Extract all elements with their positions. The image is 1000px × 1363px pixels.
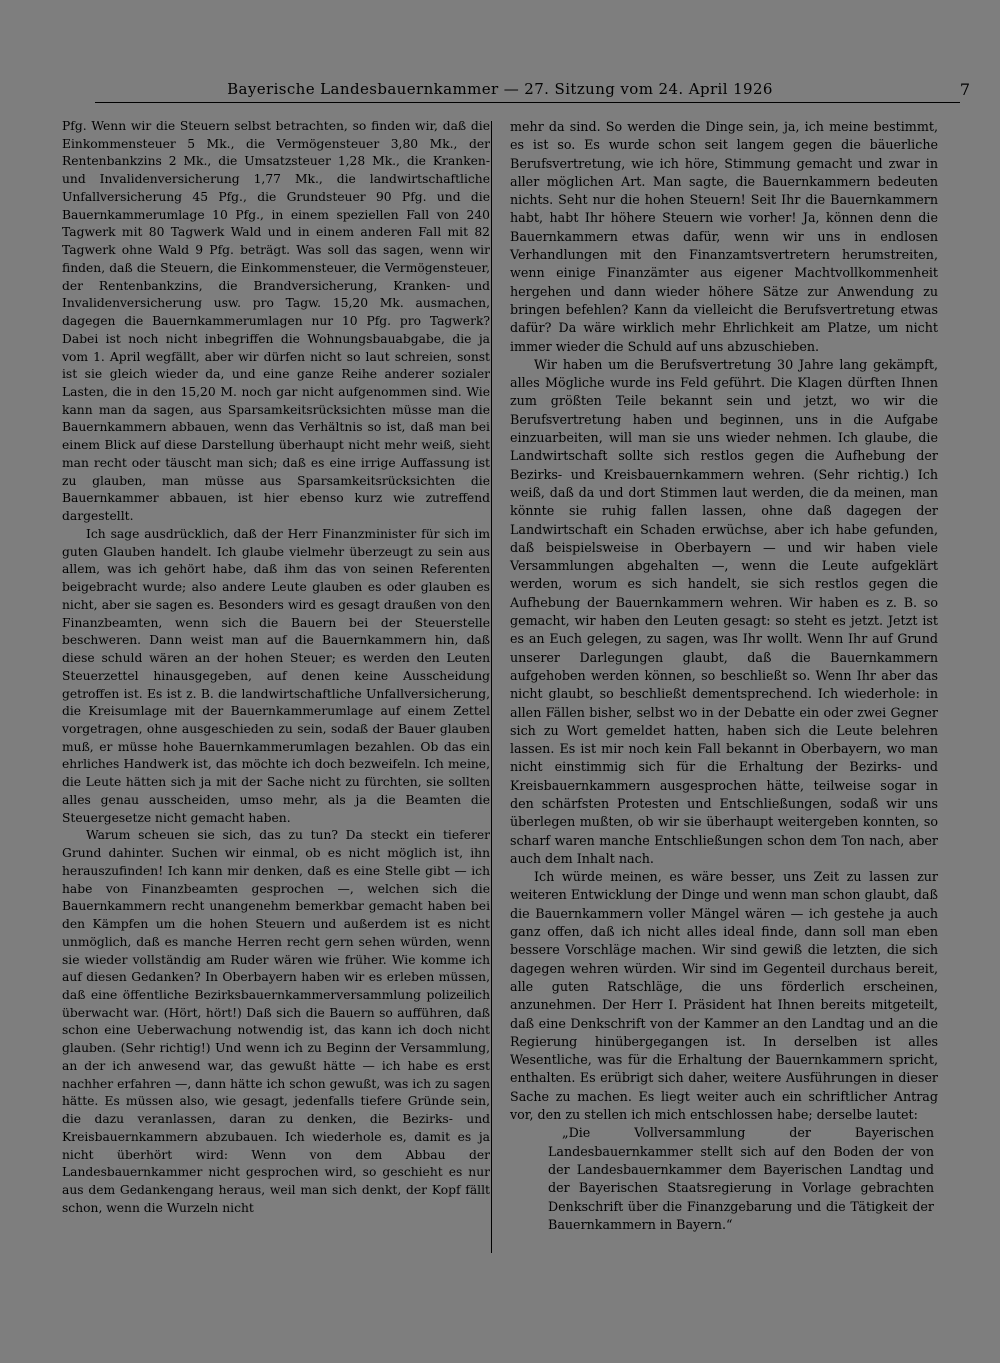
paragraph: Warum scheuen sie sich, das zu tun? Da steckt ein tieferer Grund dahinter. Suchen wir einmal, ob es nicht möglich ist, ihn herauszufinden! Ich kann mir denken, daß es eine Stelle gibt — ich habe von Finanzbeamten gesprochen —, welchen sich die Bauernkammern recht unangenehm bemerkbar gemacht haben bei den Kämpfen um die hohen Steuern und außerdem ist es nicht unmöglich, daß es manche Herren recht gern sehen würden, wenn sie wieder vollständig am Ruder wären wie früher. Wie komme ich auf diesen Gedanken? In Oberbayern haben wir es erleben müssen, daß eine öffentliche Bezirksbauernkammerversammlung polizeilich überwacht war. (Hört, hört!) Daß sich die Bauern so aufführen, daß schon eine Ueberwachung notwendig ist, das kann ich doch nicht glauben. (Sehr richtig!) Und wenn ich zu Beginn der Versammlung, an der ich anwesend war, das gewußt hätte — ich habe es erst nachher erfahren —, dann hätte ich schon gewußt, was ich zu sagen hätte. Es müssen also, wie gesagt, jedenfalls tiefere Gründe sein, die dazu veranlassen, daran zu denken, die Bezirks- und Kreisbauernkammern abzubauen. Ich wiederhole es, damit es ja nicht überhört wird: Wenn von dem Abbau der Landesbauernkammer nicht gesprochen wird, so geschieht es nur aus dem Gedankengang heraus, weil man sich denkt, der Kopf fällt schon, wenn die Wurzeln nicht: [62, 828, 490, 1215]
column-divider: [491, 121, 492, 1253]
running-header-title: Bayerische Landesbauernkammer — 27. Sitzung vom 24. April 1926: [227, 80, 773, 98]
page-number: 7: [959, 80, 970, 99]
paragraph: Ich würde meinen, es wäre besser, uns Zeit zu lassen zur weiteren Entwicklung der Dinge und wenn man schon glaubt, daß die Bauernkammern voller Mängel wären — ich gestehe ja auch ganz offen, daß ich nicht alles ideal finde, dann soll man eben bessere Vorschläge machen. Wir sind gewiß die letzten, die sich dagegen wehren würden. Wir sind im Gegenteil durchaus bereit, alle guten Ratschläge, die uns förderlich erscheinen, anzunehmen. Der Herr I. Präsident hat Ihnen bereits mitgeteilt, daß eine Denkschrift von der Kammer an den Landtag und an die Regierung hinübergegangen ist. In derselben ist alles Wesentliche, was für die Erhaltung der Bauernkammern spricht, enthalten. Es erübrigt sich daher, weitere Ausführungen in dieser Sache zu machen. Es liegt weiter auch ein schriftlicher Antrag vor, den zu stellen ich mich entschlossen habe; derselbe lautet:: [510, 869, 938, 1123]
paragraph: Pfg. Wenn wir die Steuern selbst betrachten, so finden wir, daß die Einkommensteuer 5 Mk., die Vermögensteuer 3,80 Mk., der Rentenbankzins 2 Mk., die Umsatzsteuer 1,28 Mk., die Kranken- und Invalidenversicherung 1,77 Mk., die landwirtschaftliche Unfallversicherung 45 Pfg., die Grundsteuer 90 Pfg. und die Bauernkammerumlage 10 Pfg., in einem speziellen Fall von 240 Tagwerk mit 80 Tagwerk Wald und in einem anderen Fall mit 82 Tagwerk ohne Wald 9 Pfg. beträgt. Was soll das sagen, wenn wir finden, daß die Steuern, die Einkommensteuer, die Vermögensteuer, der Rentenbankzins, die Brandversicherung, Kranken- und Invalidenversicherung usw. pro Tagw. 15,20 Mk. ausmachen, dagegen die Bauernkammerumlagen nur 10 Pfg. pro Tagwerk? Dabei ist noch nicht inbegriffen die Wohnungsbauabgabe, die ja vom 1. April wegfällt, aber wir dürfen nicht so laut schreien, sonst ist sie gleich wieder da, und eine ganze Reihe anderer sozialer Lasten, die in den 15,20 M. noch gar nicht aufgenommen sind. Wie kann man da sagen, aus Sparsamkeitsrücksichten müsse man die Bauernkammern abbauen, wenn das Verhältnis so ist, daß man bei einem Blick auf diese Darstellung überhaupt nicht mehr weiß, sieht man recht oder täuscht man sich; daß es eine irrige Auffassung ist zu glauben, man müsse aus Sparsamkeitsrücksichten die Bauernkammer abbauen, ist hier ebenso kurz wie zutreffend dargestellt.: [62, 119, 490, 524]
motion-quote: „Die Vollversammlung der Bayerischen Landesbauernkammer stellt sich auf den Boden der von der Landesbauernkammer dem Bayerischen Landtag und der Bayerischen Staatsregierung in Vorlage gebrachten Denkschrift über die Finanzgebarung und die Tätigkeit der Bauernkammern in Bayern.“: [548, 1125, 934, 1232]
paragraph: Ich sage ausdrücklich, daß der Herr Finanzminister für sich im guten Glauben handelt. Ich glaube vielmehr überzeugt zu sein aus allem, was ich gehört habe, daß ihm das von seinen Referenten beigebracht wurde; also andere Leute glauben es oder glauben es nicht, aber sie sagen es. Besonders wird es gesagt draußen von den Finanzbeamten, wenn sich die Bauern bei der Steuerstelle beschweren. Dann weist man auf die Bauernkammern hin, daß diese schuld wären an der hohen Steuer; es werden den Leuten Steuerzettel hinausgegeben, auf denen keine Ausscheidung getroffen ist. Es ist z. B. die landwirtschaftliche Unfallversicherung, die Kreisumlage mit der Bauernkammerumlage auf einem Zettel vorgetragen, ohne ausgeschieden zu sein, sodaß der Bauer glauben muß, er müsse hohe Bauernkammerumlagen bezahlen. Ob das ein ehrliches Handwerk ist, das möchte ich doch bezweifeln. Ich meine, die Leute hätten sich ja mit der Sache nicht zu fürchten, sie sollten alles genau ausscheiden, umso mehr, als ja die Beamten die Steuergesetze nicht gemacht haben.: [62, 526, 490, 825]
left-column: [62, 118, 490, 1218]
right-column: [510, 118, 938, 1234]
paragraph: mehr da sind. So werden die Dinge sein, ja, ich meine bestimmt, es ist so. Es wurde schon seit langem gegen die bäuerliche Berufsvertretung, wie ich höre, Stimmung gemacht und zwar in aller möglichen Art. Man sagte, die Bauernkammern bedeuten nichts. Seht nur die hohen Steuern! Seit Ihr die Bauernkammern habt, habt Ihr höhere Steuern wie vorher! Ja, können denn die Bauernkammern etwas dafür, wenn wir uns in endlosen Verhandlungen mit den Finanzamtsvertretern herumstreiten, wenn einige Finanzämter aus eigener Machtvollkommenheit hergehen und dann wieder höhere Sätze zur Anwendung zu bringen befehlen? Kann da vielleicht die Berufsvertretung etwas dafür? Da wäre wirklich mehr Ehrlichkeit am Platze, um nicht immer wieder die Schuld auf uns abzuschieben.: [510, 119, 938, 354]
page-header: [30, 80, 970, 108]
header-rule: [95, 102, 960, 103]
paragraph: Wir haben um die Berufsvertretung 30 Jahre lang gekämpft, alles Mögliche wurde ins Feld geführt. Die Klagen dürften Ihnen zum größten Teile bekannt sein und jetzt, wo wir die Berufsvertretung haben und beginnen, uns in die Aufgabe einzuarbeiten, will man sie uns wieder nehmen. Ich glaube, die Landwirtschaft sollte sich restlos gegen die Aufhebung der Bezirks- und Kreisbauernkammern wehren. (Sehr richtig.) Ich weiß, daß da und dort Stimmen laut werden, die da meinen, man könnte sie ruhig fallen lassen, ohne daß dagegen der Landwirtschaft ein Schaden erwüchse, aber ich habe gefunden, daß beispielsweise in Oberbayern — und wir haben viele Versammlungen abgehalten —, wenn die Leute aufgeklärt werden, worum es sich handelt, sie sich restlos gegen die Aufhebung der Bauernkammern wehren. Wir haben es z. B. so gemacht, wir haben den Leuten gesagt: so steht es jetzt. Jetzt ist es an Euch gelegen, zu sagen, was Ihr wollt. Wenn Ihr auf Grund unserer Darlegungen glaubt, daß die Bauernkammern aufgehoben werden können, so beschließt so. Wenn Ihr aber das nicht glaubt, so beschließt dementsprechend. Ich wiederhole: in allen Fällen bisher, selbst wo in der Debatte ein oder zwei Gegner sich zu Wort gemeldet hatten, haben sich die Leute belehren lassen. Es ist mir noch kein Fall bekannt in Oberbayern, wo man nicht einstimmig sich für die Erhaltung der Bezirks- und Kreisbauernkammern ausgesprochen hätte, teilweise sogar in den schärfsten Protesten und Entschließungen, sodaß wir uns überlegen mußten, ob wir sie überhaupt weitergeben konnten, so scharf waren manche Entschließungen schon dem Ton nach, aber auch dem Inhalt nach.: [510, 356, 938, 866]
